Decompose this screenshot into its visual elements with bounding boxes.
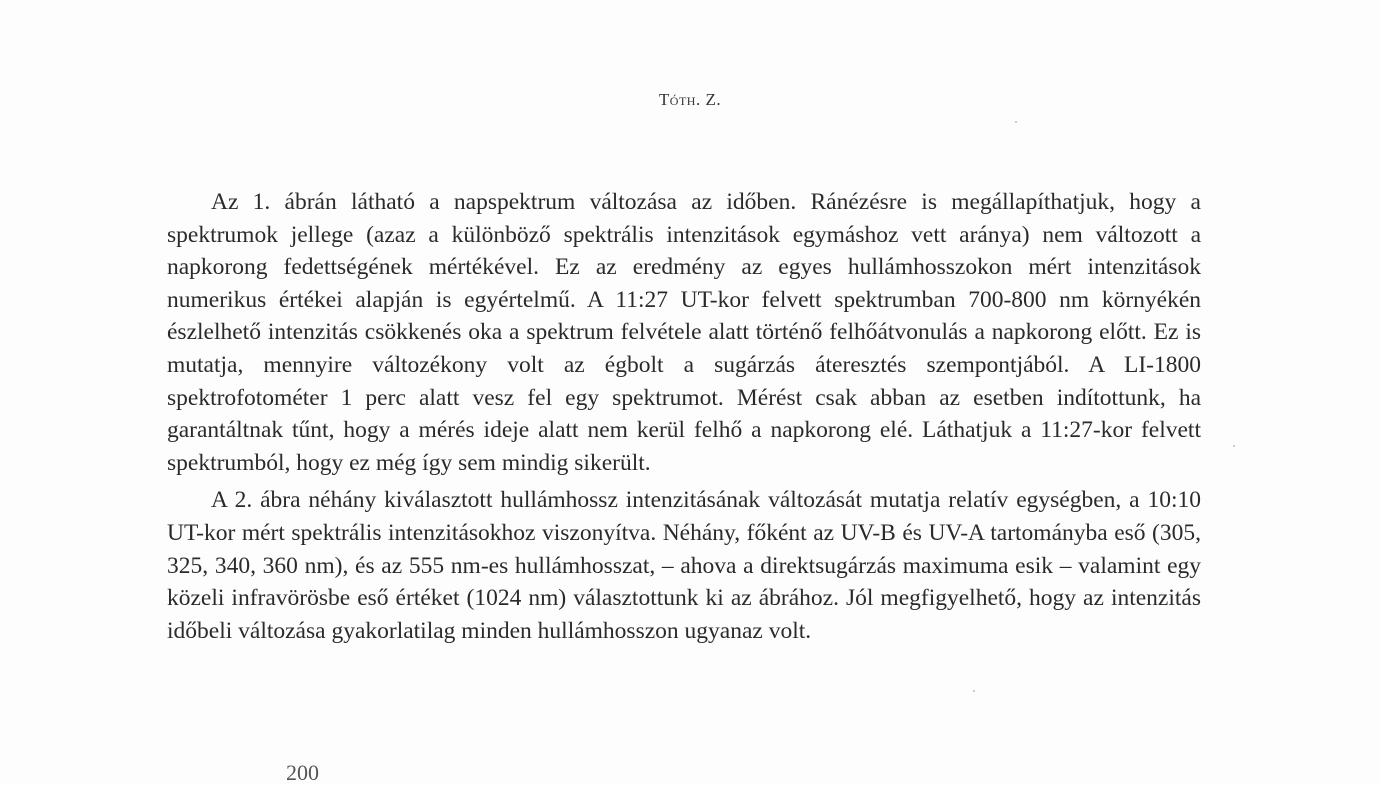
running-head: Tóth. Z.	[658, 90, 722, 109]
paragraph-2: A 2. ábra néhány kiválasztott hullámhossz intenzitásának változását mutatja relatív egységben, a 10:10 UT-kor mért spektrális intenzitásokhoz viszonyítva. Néhány, főként az UV-B és UV-A tartományba eső (305, 325, 340, 360 nm), és az 555 nm-es hullámhosszat, – ahova a direktsugárzás maximuma esik – valamint egy közeli infravörösbe eső értéket (1024 nm) választottunk ki az ábrához. Jól megfigyelhető, hogy az intenzitás időbeli változása gyakorlatilag minden hullámhosszon ugyanaz volt.	[167, 487, 1201, 644]
body-text	[167, 186, 1201, 647]
scan-speck	[973, 690, 975, 692]
scan-speck	[1233, 445, 1235, 447]
page-number-fragment: 200	[286, 760, 319, 785]
scan-speck	[1015, 121, 1017, 123]
paragraph-1: Az 1. ábrán látható a napspektrum változása az időben. Ránézésre is megállapíthatjuk, hogy a spektrumok jellege (azaz a különböző spektrális intenzitások egymáshoz vett aránya) nem változott a napkorong fedettségének mértékével. Ez az eredmény az egyes hullámhosszokon mért intenzitások numerikus értékei alapján is egyértelmű. A 11:27 UT-kor felvett spektrumban 700-800 nm környékén észlelhető intenzitás csökkenés oka a spektrum felvétele alatt történő felhőátvonulás a napkorong előtt. Ez is mutatja, mennyire változékony volt az égbolt a sugárzás áteresztés szempontjából. A LI-1800 spektrofotométer 1 perc alatt vesz fel egy spektrumot. Mérést csak abban az esetben indítottunk, ha garantáltnak tűnt, hogy a mérés ideje alatt nem kerül felhő a napkorong elé. Láthatjuk a 11:27-kor felvett spektrumból, hogy ez még így sem mindig sikerült.	[167, 189, 1201, 476]
